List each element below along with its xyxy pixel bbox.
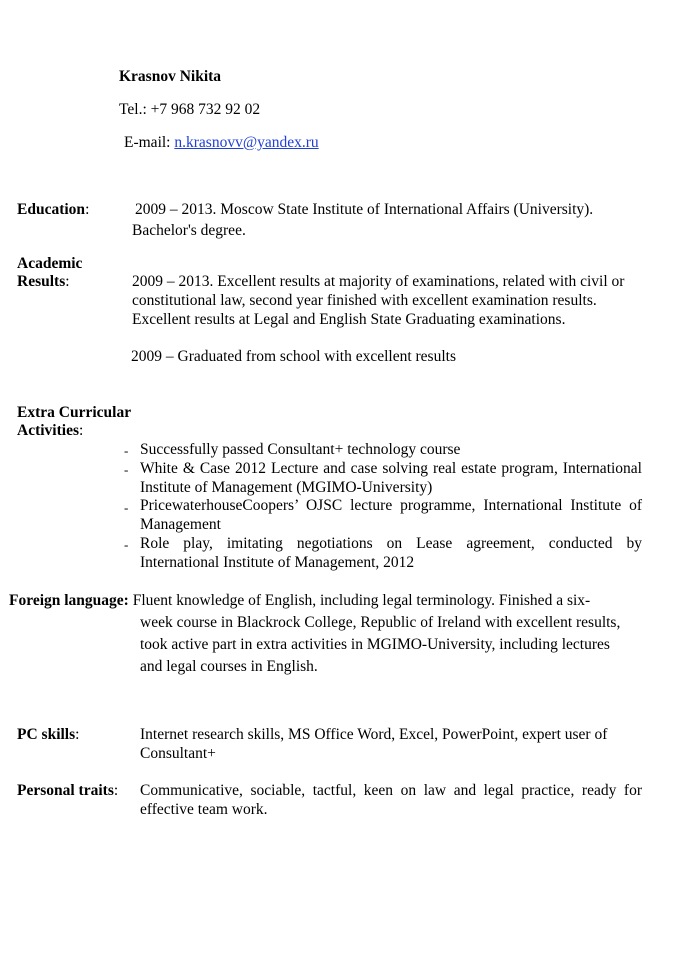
education-degree: Bachelor's degree. — [132, 222, 246, 239]
language-line1: Fluent knowledge of English, including legal terminology. Finished a six- — [132, 592, 591, 609]
list-item: Successfully passed Consultant+ technology course — [140, 441, 461, 458]
traits-colon: : — [113, 782, 119, 799]
pc-label: PC skills — [17, 726, 76, 743]
list-bullet: - — [124, 462, 129, 477]
academic-heading-line2 — [17, 272, 70, 291]
education-text: 2009 – 2013. Moscow State Institute of International Affairs (University). — [135, 201, 594, 218]
phone-label: Tel.: — [119, 101, 151, 118]
list-bullet: - — [124, 500, 129, 515]
phone-number: +7 968 732 92 02 — [150, 101, 261, 118]
education-label: Education — [17, 201, 86, 218]
list-bullet: - — [124, 443, 129, 458]
email-line — [124, 133, 319, 152]
extra-colon: : — [78, 422, 84, 439]
academic-colon: : — [65, 273, 70, 290]
candidate-name: Krasnov Nikita — [119, 68, 222, 85]
traits-text: Communicative, sociable, tactful, keen on law and legal practice, ready for effective team work. — [140, 782, 642, 818]
extra-heading-line2 — [17, 421, 83, 440]
education-colon: : — [85, 201, 90, 218]
extra-label: Activities — [17, 422, 79, 439]
extra-heading-line1: Extra Curricular — [17, 404, 132, 421]
education-heading — [17, 200, 89, 219]
language-first-line — [9, 591, 590, 610]
pc-heading — [17, 725, 79, 744]
language-label: Foreign language: — [9, 592, 129, 609]
email-link[interactable]: n.krasnovv@yandex.ru — [174, 134, 319, 151]
academic-label: Results — [17, 273, 66, 290]
academic-paragraph: 2009 – 2013. Excellent results at majority of examinations, related with civil or constitutional law, second year finished with excellent examination results. Excellent results at Legal and English State Graduating examinations. — [132, 273, 625, 328]
academic-heading-line1: Academic — [17, 255, 83, 272]
pc-colon: : — [75, 726, 80, 743]
list-bullet: - — [124, 537, 129, 552]
list-item: Role play, imitating negotiations on Lease agreement, conducted by International Institute of Management, 2012 — [140, 535, 642, 571]
traits-heading — [17, 781, 118, 800]
pc-text: Internet research skills, MS Office Word, Excel, PowerPoint, expert user of Consultant+ — [140, 726, 608, 762]
list-item: PricewaterhouseCoopers’ OJSC lecture programme, International Institute of Management — [140, 497, 642, 533]
school-result: 2009 – Graduated from school with excellent results — [131, 348, 456, 365]
traits-label: Personal traits — [17, 782, 114, 799]
language-text: week course in Blackrock College, Republic of Ireland with excellent results, took active part in extra activities in MGIMO-University, including lectures and legal courses in English. — [140, 614, 621, 675]
phone-line — [119, 100, 260, 119]
list-item: White & Case 2012 Lecture and case solving real estate program, International Institute of Management (MGIMO-University) — [140, 460, 642, 496]
email-label: E-mail: — [124, 134, 175, 151]
